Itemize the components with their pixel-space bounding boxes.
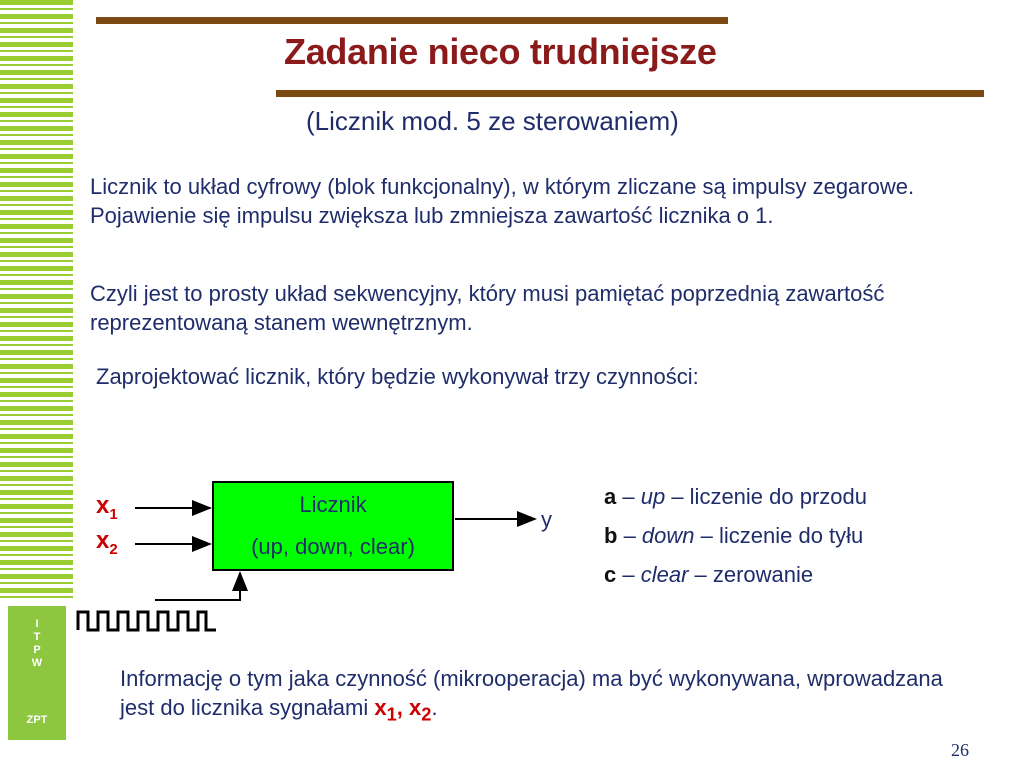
- operation-item: b – down – liczenie do tyłu: [604, 523, 864, 548]
- output-y-label: y: [541, 507, 552, 532]
- page-number: 26: [951, 740, 969, 760]
- logo-letter: P: [33, 644, 41, 656]
- logo-zpt: ZPT: [26, 714, 48, 726]
- paragraph-signals: Informację o tym jaka czynność (mikrooperacja) ma być wykonywana, wprowadzana jest do licznika sygnałami $x_1$, $x_2$.: [120, 666, 943, 725]
- counter-block-ops: (up, down, clear): [251, 534, 415, 559]
- input-x2-label: $x_2$: [96, 527, 118, 558]
- logo-letter: T: [33, 631, 41, 643]
- slide-title: Zadanie nieco trudniejsze: [284, 31, 717, 72]
- input-x1-label: $x_1$: [96, 492, 118, 523]
- paragraph-sequential: Czyli jest to prosty układ sekwencyjny, który musi pamiętać poprzednią zawartość reprezentowaną stanem wewnętrznym.: [90, 281, 885, 335]
- operation-item: c – clear – zerowanie: [604, 562, 814, 587]
- clock-wire: [155, 573, 240, 600]
- counter-block: [212, 481, 454, 571]
- counter-block-title: Licznik: [299, 492, 367, 517]
- clock-signal-icon: [78, 612, 216, 630]
- paragraph-task: Zaprojektować licznik, który będzie wykonywał trzy czynności:: [96, 364, 699, 389]
- operation-item: a – up – liczenie do przodu: [604, 484, 868, 509]
- logo-letter: W: [31, 657, 43, 669]
- operations-list: [604, 484, 867, 601]
- logo-letter: I: [35, 618, 39, 630]
- slide-subtitle: (Licznik mod. 5 ze sterowaniem): [306, 106, 679, 136]
- paragraph-definition: Licznik to układ cyfrowy (blok funkcjonalny), w którym zliczane są impulsy zegarowe. Pojawienie się impulsu zwiększa lub zmniejsza zawartość licznika o 1.: [90, 174, 915, 228]
